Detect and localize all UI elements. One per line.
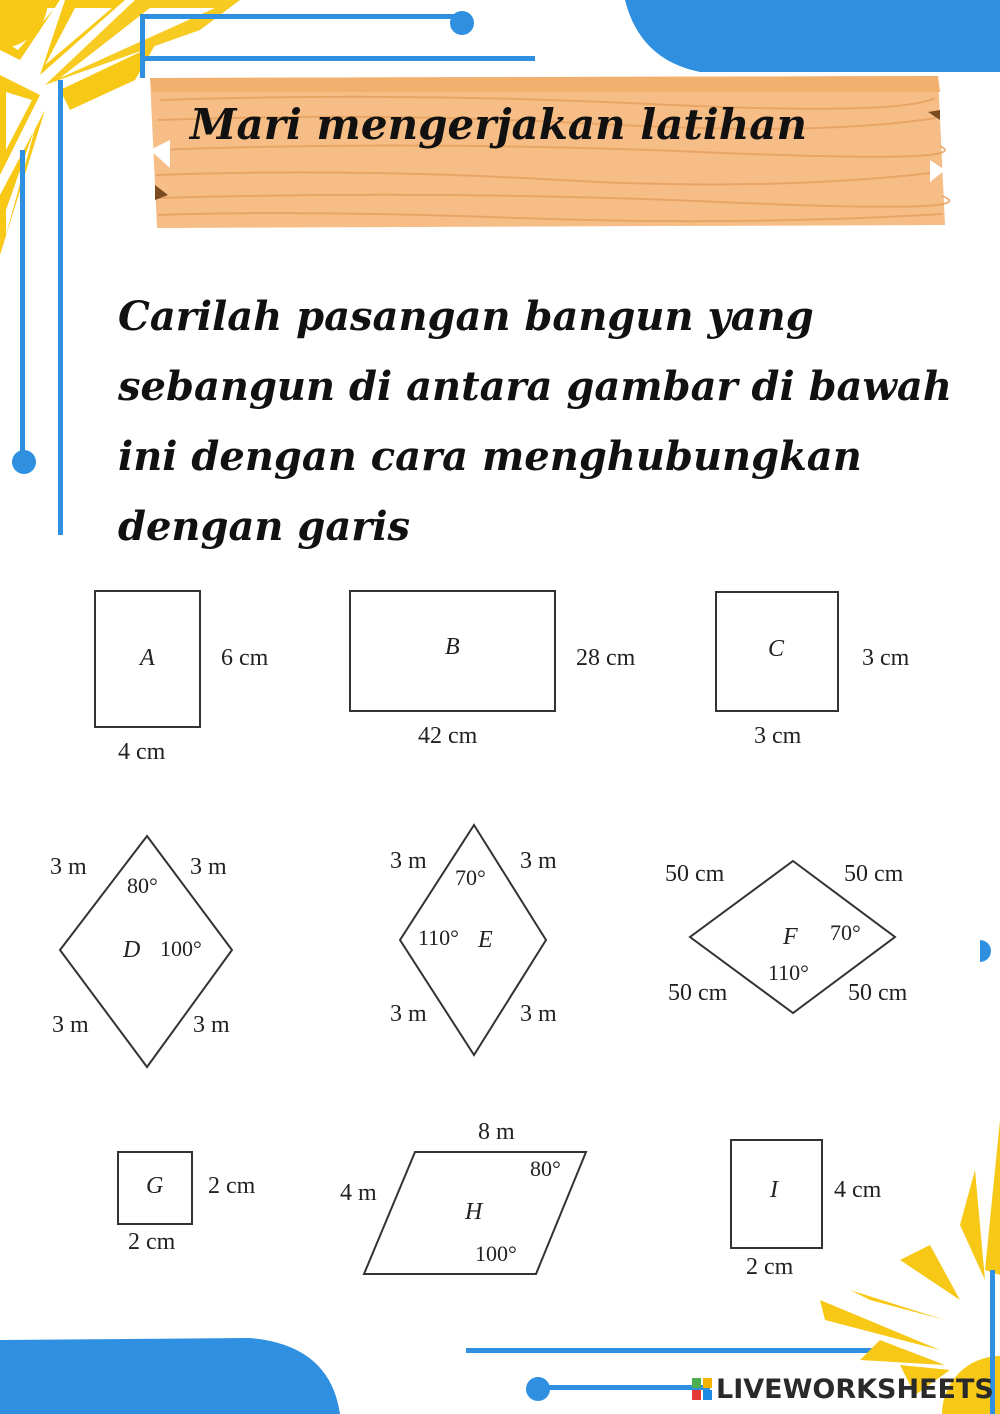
shape-i-side-label: 4 cm <box>834 1177 882 1203</box>
shape-c-letter: C <box>768 636 785 662</box>
shape-g-side-label: 2 cm <box>208 1173 256 1199</box>
shape-e-angle-left: 110° <box>418 925 459 950</box>
shape-h-left-label: 4 m <box>340 1180 377 1206</box>
shape-f-side-tl: 50 cm <box>665 861 725 887</box>
shape-i-letter: I <box>770 1177 778 1203</box>
shape-f-angle-right: 70° <box>830 920 861 945</box>
shape-f-side-br: 50 cm <box>848 980 908 1006</box>
shape-f-side-tr: 50 cm <box>844 861 904 887</box>
shape-e-side-br: 3 m <box>520 1001 557 1027</box>
shape-e-letter: E <box>478 927 493 953</box>
liveworksheets-logo-icon <box>692 1378 712 1400</box>
shape-h-angle-top: 80° <box>530 1156 561 1181</box>
shape-e-side-bl: 3 m <box>390 1001 427 1027</box>
instruction-line: sebangun di antara gambar di bawah <box>118 363 952 410</box>
instruction-line: dengan garis <box>118 503 411 550</box>
shape-a-side-label: 6 cm <box>221 645 269 671</box>
shape-d-side-tr: 3 m <box>190 854 227 880</box>
shape-d-side-br: 3 m <box>193 1012 230 1038</box>
shape-a-bottom-label: 4 cm <box>118 739 166 765</box>
shape-a-letter: A <box>140 645 155 671</box>
instruction-line: Carilah pasangan bangun yang <box>118 293 814 340</box>
shape-f-side-bl: 50 cm <box>668 980 728 1006</box>
shape-i-bottom-label: 2 cm <box>746 1254 794 1280</box>
shape-f-letter: F <box>783 924 798 950</box>
shape-e-side-tr: 3 m <box>520 848 557 874</box>
shape-d-angle-right: 100° <box>160 936 202 961</box>
page-title: Mari mengerjakan latihan <box>190 100 808 149</box>
shape-h-top-label: 8 m <box>478 1119 515 1145</box>
shape-d-letter: D <box>123 937 141 963</box>
shape-c-side-label: 3 cm <box>862 645 910 671</box>
shape-d-side-tl: 3 m <box>50 854 87 880</box>
shape-f-angle-bottom: 110° <box>768 960 809 985</box>
shape-e-side-tl: 3 m <box>390 848 427 874</box>
instruction-line: ini dengan cara menghubungkan <box>118 433 862 480</box>
shape-g-letter: G <box>146 1173 164 1199</box>
shape-h-angle-bottom: 100° <box>475 1241 517 1266</box>
shape-b-letter: B <box>445 634 460 660</box>
shape-b-bottom-label: 42 cm <box>418 723 478 749</box>
shape-g-bottom-label: 2 cm <box>128 1229 176 1255</box>
shape-e-angle-top: 70° <box>455 865 486 890</box>
shape-d-side-bl: 3 m <box>52 1012 89 1038</box>
shape-d-angle-top: 80° <box>127 873 158 898</box>
shape-b-side-label: 28 cm <box>576 645 636 671</box>
liveworksheets-brand[interactable]: LIVEWORKSHEETS <box>716 1374 994 1405</box>
shape-h-letter: H <box>465 1199 483 1225</box>
shape-c-bottom-label: 3 cm <box>754 723 802 749</box>
